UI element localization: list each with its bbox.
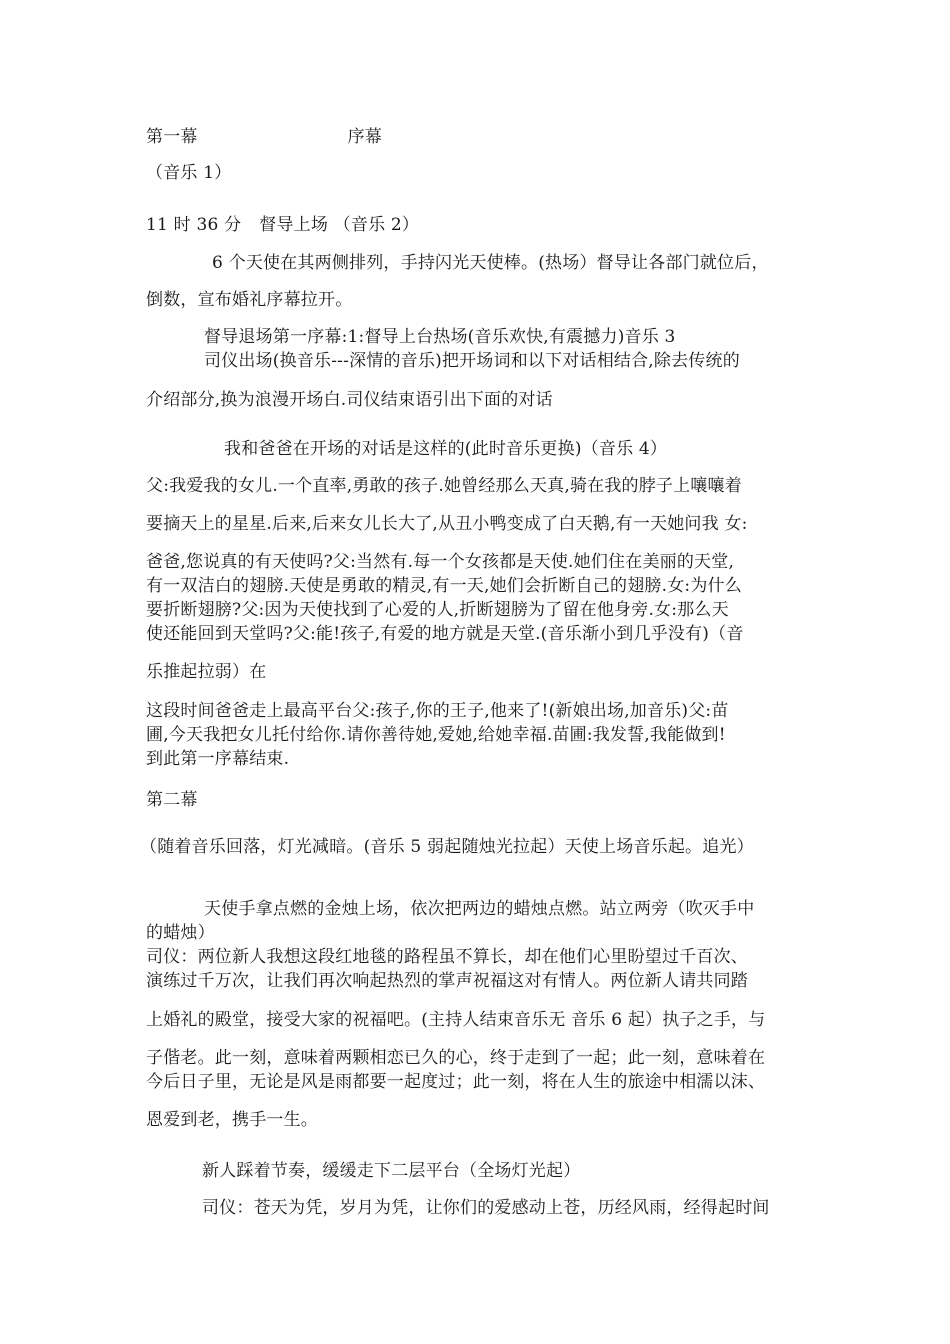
act1-heading-right: 序幕	[347, 127, 383, 147]
paragraph-line: 6 个天使在其两侧排列，手持闪光天使棒。(热场）督导让各部门就位后，	[212, 253, 769, 273]
dialogue-line: 圃,今天我把女儿托付给你.请你善待她,爱她,给她幸福.苗圃:我发誓,我能做到!	[146, 725, 726, 745]
dialogue-line: 有一双洁白的翅膀.天使是勇敢的精灵,有一天,她们会折断自己的翅膀.女:为什么	[146, 576, 742, 596]
act1-heading	[146, 126, 382, 148]
music-1-note: （音乐 1）	[146, 163, 232, 183]
dialogue-line: 要摘天上的星星.后来,后来女儿长大了,从丑小鸭变成了白天鹅,有一天她问我 女:	[146, 514, 748, 534]
time-stamp: 11 时 36 分	[146, 215, 242, 235]
dialogue-line: 要折断翅膀?父:因为天使找到了心爱的人,折断翅膀为了留在他身旁.女:那么天	[146, 600, 729, 620]
dialogue-line: 使还能回到天堂吗?父:能!孩子,有爱的地方就是天堂.(音乐渐小到几乎没有)（音	[146, 624, 744, 644]
dialogue-line: 到此第一序幕结束.	[146, 749, 290, 769]
paragraph-line: 我和爸爸在开场的对话是这样的(此时音乐更换)（音乐 4）	[224, 439, 668, 459]
paragraph-line: 督导退场第一序幕:1:督导上台热场(音乐欢快,有震撼力)音乐 3	[204, 327, 676, 347]
dialogue-line: 乐推起拉弱）在	[146, 662, 267, 682]
act1-heading-left: 第一幕	[146, 127, 198, 147]
paragraph-line: 倒数，宣布婚礼序幕拉开。	[146, 290, 353, 310]
paragraph-line: 天使手拿点燃的金烛上场，依次把两边的蜡烛点燃。站立两旁（吹灭手中	[204, 899, 755, 919]
host-speech-line: 司仪：两位新人我想这段红地毯的路程虽不算长，却在他们心里盼望过千百次、	[146, 947, 748, 967]
dialogue-line: 父:我爱我的女儿.一个直率,勇敢的孩子.她曾经那么天真,骑在我的脖子上嚷嚷着	[146, 476, 742, 496]
paragraph-line: 新人踩着节奏，缓缓走下二层平台（全场灯光起）	[202, 1161, 581, 1181]
paragraph-line: 司仪出场(换音乐---深情的音乐)把开场词和以下对话相结合,除去传统的	[204, 351, 740, 371]
paragraph-line: 介绍部分,换为浪漫开场白.司仪结束语引出下面的对话	[146, 390, 553, 410]
time-line	[146, 214, 419, 236]
host-speech-line: 子偕老。此一刻，意味着两颗相恋已久的心，终于走到了一起；此一刻，意味着在	[146, 1048, 766, 1068]
paragraph-line: 的蜡烛）	[146, 923, 215, 943]
host-speech-line: 今后日子里，无论是风是雨都要一起度过；此一刻，将在人生的旅途中相濡以沫、	[146, 1072, 766, 1092]
dialogue-line: 爸爸,您说真的有天使吗?父:当然有.每一个女孩都是天使.她们住在美丽的天堂,	[146, 552, 735, 572]
paragraph-line: （随着音乐回落，灯光减暗。(音乐 5 弱起随烛光拉起）天使上场音乐起。追光）	[140, 837, 754, 857]
dialogue-line: 这段时间爸爸走上最高平台父:孩子,你的王子,他来了!(新娘出场,加音乐)父:苗	[146, 701, 729, 721]
supervisor-entry: 督导上场 （音乐 2）	[259, 215, 420, 235]
host-speech-line: 司仪：苍天为凭，岁月为凭，让你们的爱感动上苍，历经风雨，经得起时间	[202, 1198, 770, 1218]
act2-heading: 第二幕	[146, 790, 198, 810]
host-speech-line: 演练过千万次，让我们再次响起热烈的掌声祝福这对有情人。两位新人请共同踏	[146, 971, 748, 991]
host-speech-line: 恩爱到老，携手一生。	[146, 1110, 318, 1130]
host-speech-line: 上婚礼的殿堂，接受大家的祝福吧。(主持人结束音乐无 音乐 6 起）执子之手，与	[146, 1010, 766, 1030]
